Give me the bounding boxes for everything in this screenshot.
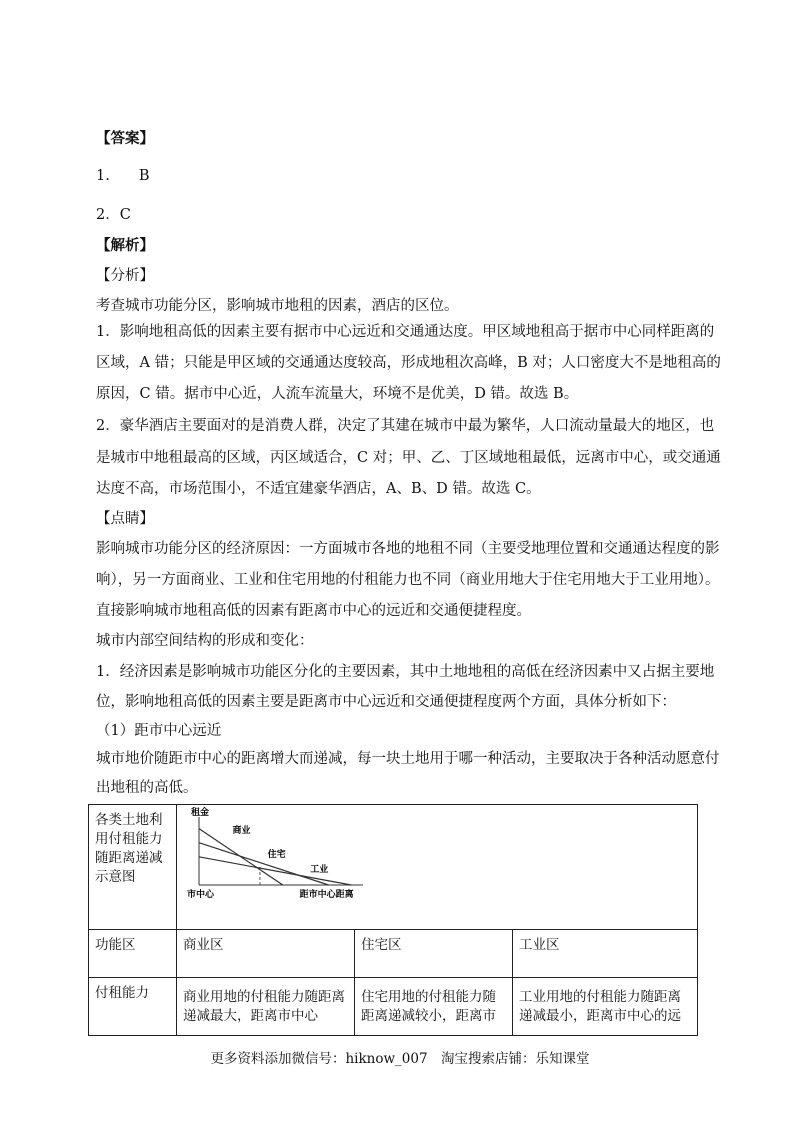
x-axis-label: 距市中心距离 bbox=[299, 890, 354, 900]
q1-line: 区域，A 错；只能是甲区域的交通通达度较高，形成地租次高峰，B 对；人口密度大不是地租高的 bbox=[96, 355, 721, 371]
q2-line: 是城市中地租最高的区域，丙区域适合，C 对；甲、乙、丁区域地租最低，远离市中心，或交通通 bbox=[96, 450, 721, 466]
y-axis-label: 租金 bbox=[191, 808, 210, 818]
series-label-1: 商业 bbox=[232, 826, 251, 837]
table-cell: 工业区 bbox=[513, 930, 698, 978]
chart-cell bbox=[177, 805, 698, 930]
dianjing-line: 城市地价随距市中心的距离增大而递减，每一块土地用于哪一种活动，主要取决于各种活动愿意付 bbox=[96, 751, 720, 767]
dianjing-heading: 【点睛】 bbox=[96, 511, 154, 527]
answer-2: 2．C bbox=[96, 207, 131, 223]
table-cell: 付租能力 bbox=[89, 978, 177, 1036]
dianjing-line: （1）距市中心远近 bbox=[96, 723, 222, 739]
series-line-3 bbox=[199, 857, 351, 885]
dianjing-line: 直接影响城市地租高低的因素有距离市中心的远近和交通便捷程度。 bbox=[96, 603, 531, 619]
table-cell: 住宅用地的付租能力随距离递减较小，距离市 bbox=[355, 978, 513, 1036]
dianjing-line: 位，影响地租高低的因素主要是距离市中心远近和交通便捷程度两个方面，具体分析如下： bbox=[96, 694, 676, 710]
origin-label: 市中心 bbox=[187, 890, 215, 900]
rent-chart bbox=[177, 805, 697, 923]
fenxi-heading: 【分析】 bbox=[96, 268, 154, 284]
dianjing-line: 城市内部空间结构的形成和变化： bbox=[96, 633, 314, 649]
series-label-3: 工业 bbox=[310, 865, 329, 876]
answer-heading: 【答案】 bbox=[96, 131, 154, 147]
table-cell: 工业用地的付租能力随距离递减最小，距离市中心的远 bbox=[513, 978, 698, 1036]
table-cell: 住宅区 bbox=[355, 930, 513, 978]
land-use-table bbox=[88, 804, 698, 1036]
q2-line: 达度不高，市场范围小，不适宜建豪华酒店，A、B、D 错。故选 C。 bbox=[96, 481, 541, 497]
analysis-heading: 【解析】 bbox=[96, 238, 154, 254]
answer-1: 1. B bbox=[96, 168, 150, 184]
table-cell: 功能区 bbox=[89, 930, 177, 978]
series-line-2 bbox=[199, 843, 329, 885]
q1-line: 1．影响地租高低的因素主要有据市中心远近和交通通达度。甲区域地租高于据市中心同样距离的 bbox=[96, 324, 715, 340]
dianjing-line: 影响城市功能分区的经济原因：一方面城市各地的地租不同（主要受地理位置和交通通达程度的影 bbox=[96, 541, 720, 557]
q1-line: 原因，C 错。据市中心近，人流车流量大，环境不是优美，D 错。故选 B。 bbox=[96, 386, 579, 402]
intro-text: 考查城市功能分区，影响城市地租的因素，酒店的区位。 bbox=[96, 298, 459, 314]
table-cell: 商业区 bbox=[177, 930, 355, 978]
dianjing-line: 出地租的高低。 bbox=[96, 780, 198, 796]
dianjing-line: 响），另一方面商业、工业和住宅用地的付租能力也不同（商业用地大于住宅用地大于工业用地）。 bbox=[96, 572, 720, 588]
dianjing-line: 1．经济因素是影响城市功能区分化的主要因素，其中土地地租的高低在经济因素中又占据主要地 bbox=[96, 664, 715, 680]
footer-text: 更多资料添加微信号：hiknow_007 淘宝搜索店铺：乐知课堂 bbox=[210, 1051, 590, 1067]
series-label-2: 住宅 bbox=[267, 849, 286, 860]
q2-line: 2．豪华酒店主要面对的是消费人群，决定了其建在城市中最为繁华，人口流动量最大的地区，也 bbox=[96, 418, 715, 434]
table-cell: 商业用地的付租能力随距离递减最大，距离市中心 bbox=[177, 978, 355, 1036]
table-row1-label: 各类土地利用付租能力随距离递减示意图 bbox=[89, 805, 177, 930]
